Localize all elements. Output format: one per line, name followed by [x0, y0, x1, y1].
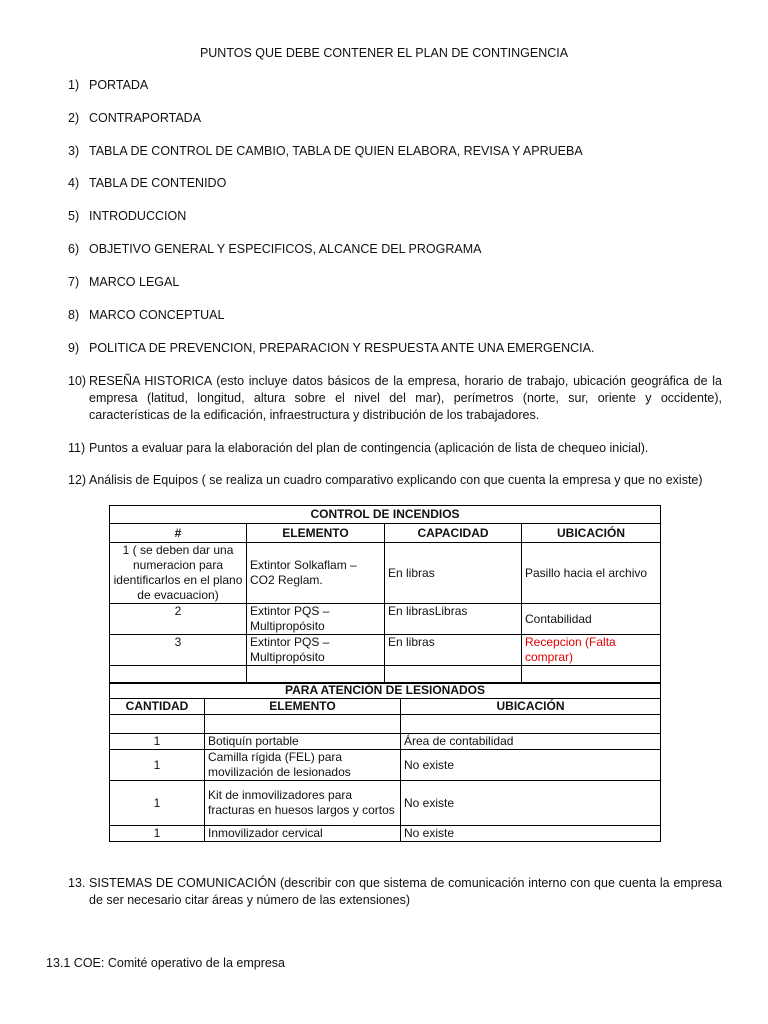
list-text: Análisis de Equipos ( se realiza un cuadro comparativo explicando con que cuenta la empresa y que no existe)	[89, 473, 703, 487]
fire-control-table	[109, 505, 661, 684]
table-cell: Kit de inmovilizadores para fracturas en huesos largos y cortos	[205, 781, 401, 826]
list-number: 13.	[68, 876, 86, 890]
table-cell: 2	[110, 604, 247, 635]
list-number: 10)	[68, 374, 87, 388]
list-number: 2)	[68, 111, 80, 125]
injured-care-table	[109, 682, 661, 842]
table-cell: En librasLibras	[385, 604, 522, 635]
column-header: ELEMENTO	[205, 699, 401, 715]
table-cell: 1	[110, 781, 205, 826]
table-cell: Extintor PQS – Multipropósito	[247, 604, 385, 635]
table-row	[110, 826, 661, 842]
table-cell: Pasillo hacia el archivo	[522, 543, 661, 604]
table-cell: Extintor Solkaflam – CO2 Reglam.	[247, 543, 385, 604]
table-row	[110, 750, 661, 781]
column-header: CANTIDAD	[110, 699, 205, 715]
list-text: RESEÑA HISTORICA (esto incluye datos básicos de la empresa, horario de trabajo, ubicación geográfica de la empresa (latitud, longitud, altura sobre el nivel del mar), perímetros (norte, sur, oriente y occidente), características de la edificación, infraestructura y distribución de los trabajadores.	[89, 374, 722, 422]
table-cell: Contabilidad	[522, 604, 661, 635]
list-item	[68, 175, 722, 192]
table-cell: Botiquín portable	[205, 734, 401, 750]
column-header: UBICACIÓN	[522, 524, 661, 543]
list-number: 1)	[68, 78, 80, 92]
list-number: 7)	[68, 275, 80, 289]
table-cell: 1	[110, 826, 205, 842]
table-cell: Inmovilizador cervical	[205, 826, 401, 842]
list-text: PORTADA	[89, 78, 149, 92]
list-text: MARCO LEGAL	[89, 275, 180, 289]
list-text: CONTRAPORTADA	[89, 111, 202, 125]
list-number: 4)	[68, 176, 80, 190]
alert-cell: Recepcion (Falta comprar)	[522, 635, 661, 666]
table-row	[110, 604, 661, 635]
column-header: CAPACIDAD	[385, 524, 522, 543]
column-header: ELEMENTO	[247, 524, 385, 543]
table-cell: En libras	[385, 635, 522, 666]
list-number: 6)	[68, 242, 80, 256]
list-number: 3)	[68, 144, 80, 158]
document-title: PUNTOS QUE DEBE CONTENER EL PLAN DE CONTINGENCIA	[199, 46, 569, 60]
list-text: OBJETIVO GENERAL Y ESPECIFICOS, ALCANCE DEL PROGRAMA	[89, 242, 482, 256]
table-cell	[110, 666, 247, 684]
list-text: Puntos a evaluar para la elaboración del plan de contingencia (aplicación de lista de chequeo inicial).	[89, 441, 649, 455]
table-cell: Extintor PQS – Multipropósito	[247, 635, 385, 666]
list-item	[68, 77, 722, 94]
table-cell	[385, 666, 522, 684]
table-row	[110, 543, 661, 604]
list-number: 12)	[68, 473, 87, 487]
table-cell	[205, 715, 401, 734]
list-number: 11)	[68, 441, 86, 455]
table-cell: 3	[110, 635, 247, 666]
table-cell: En libras	[385, 543, 522, 604]
list-item	[68, 307, 722, 324]
table-cell: No existe	[401, 781, 661, 826]
list-item	[68, 274, 722, 291]
table-row	[110, 635, 661, 666]
table-cell: 1	[110, 750, 205, 781]
list-text: POLITICA DE PREVENCION, PREPARACION Y RESPUESTA ANTE UNA EMERGENCIA.	[89, 341, 595, 355]
list-text: SISTEMAS DE COMUNICACIÓN (describir con que sistema de comunicación interno con que cuenta la empresa de ser necesario citar áreas y número de las extensiones)	[89, 876, 722, 907]
table-cell	[401, 715, 661, 734]
table-cell: Área de contabilidad	[401, 734, 661, 750]
list-item	[68, 208, 722, 225]
injured-table-title: PARA ATENCIÓN DE LESIONADOS	[110, 683, 661, 699]
list-number: 8)	[68, 308, 80, 322]
column-header: UBICACIÓN	[401, 699, 661, 715]
list-item	[68, 340, 722, 357]
table-cell	[247, 666, 385, 684]
list-item	[68, 241, 722, 258]
table-row	[110, 781, 661, 826]
table-cell: 1 ( se deben dar una numeracion para identificarlos en el plano de evacuacion)	[110, 543, 247, 604]
list-item	[68, 472, 722, 489]
list-item	[68, 875, 722, 909]
table-cell	[522, 666, 661, 684]
table-cell: No existe	[401, 826, 661, 842]
list-number: 9)	[68, 341, 80, 355]
list-text: TABLA DE CONTROL DE CAMBIO, TABLA DE QUIEN ELABORA, REVISA Y APRUEBA	[89, 144, 583, 158]
list-text: MARCO CONCEPTUAL	[89, 308, 225, 322]
list-number: 5)	[68, 209, 80, 223]
table-row	[110, 734, 661, 750]
table-row	[110, 715, 661, 734]
column-header: #	[110, 524, 247, 543]
fire-table-title: CONTROL DE INCENDIOS	[110, 506, 661, 524]
table-cell: Camilla rígida (FEL) para movilización de lesionados	[205, 750, 401, 781]
list-text: INTRODUCCION	[89, 209, 187, 223]
table-row	[110, 666, 661, 684]
list-item	[68, 143, 722, 160]
list-text: TABLA DE CONTENIDO	[89, 176, 227, 190]
list-item	[68, 110, 722, 127]
list-item	[68, 440, 722, 457]
subsection-line: 13.1 COE: Comité operativo de la empresa	[46, 956, 286, 970]
list-item	[68, 373, 722, 424]
table-cell: No existe	[401, 750, 661, 781]
table-cell	[110, 715, 205, 734]
table-cell: 1	[110, 734, 205, 750]
